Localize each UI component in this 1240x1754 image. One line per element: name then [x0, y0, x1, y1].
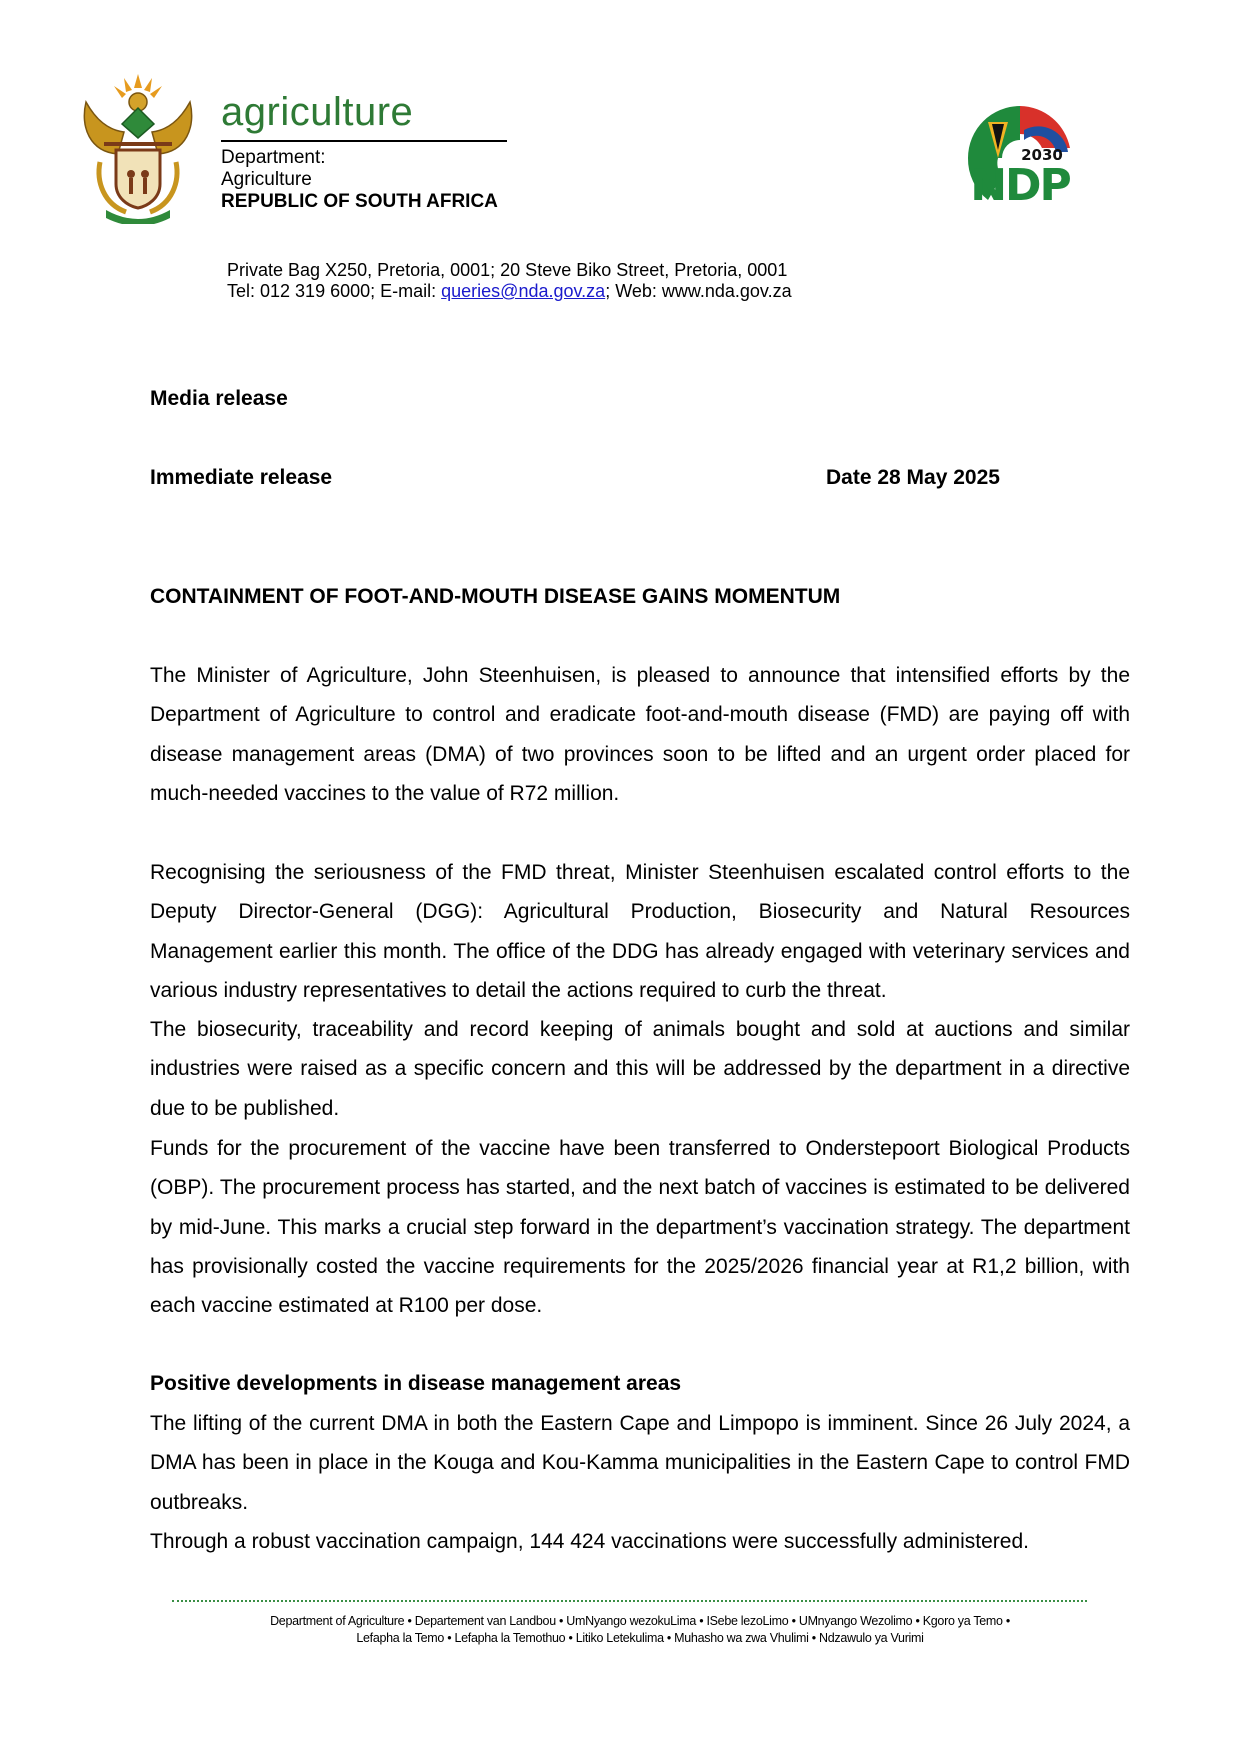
ndp-wordmark: NDP: [970, 160, 1070, 211]
body-paragraph-2: Recognising the seriousness of the FMD threat, Minister Steenhuisen escalated control efforts to the Deputy Director-General (DGG): Agricultural Production, Biosecurity and Natural Resources Management earlier this month. The office of the DDG has already engaged with veterinary services and various industry representatives to detail the actions required to curb the threat.: [150, 861, 1130, 1002]
section-subheading: Positive developments in disease management areas: [150, 1372, 682, 1395]
postal-address: Private Bag X250, Pretoria, 0001; 20 Steve Biko Street, Pretoria, 0001: [227, 260, 788, 280]
ndp-year: 2030: [1021, 146, 1063, 164]
body-paragraph-6: Through a robust vaccination campaign, 144 424 vaccinations were successfully administered.: [150, 1530, 1029, 1553]
department-label: Department:: [221, 147, 326, 168]
body-paragraph-3: The biosecurity, traceability and record keeping of animals bought and sold at auctions and similar industries were raised as a specific concern and this will be addressed by the department in a directive due to be published.: [150, 1018, 1130, 1120]
ndp-2030-logo: [958, 100, 1082, 218]
department-wordmark: agriculture: [221, 90, 414, 134]
contact-suffix: ; Web: www.nda.gov.za: [605, 281, 792, 301]
press-headline: CONTAINMENT OF FOOT-AND-MOUTH DISEASE GAINS MOMENTUM: [150, 585, 841, 608]
country-name: REPUBLIC OF SOUTH AFRICA: [221, 191, 498, 212]
footer-languages-line-1: Department of Agriculture • Departement van Landbou • UmNyango wezokuLima • ISebe lezoLimo • UMnyango Wezolimo • Kgoro ya Temo •: [270, 1614, 1010, 1628]
email-link[interactable]: queries@nda.gov.za: [441, 281, 606, 301]
body-paragraph-4: Funds for the procurement of the vaccine have been transferred to Onderstepoort Biological Products (OBP). The procurement process has started, and the next batch of vaccines is estimated to be delivered by mid-June. This marks a crucial step forward in the department’s vaccination strategy. The department has provisionally costed the vaccine requirements for the 2025/2026 financial year at R1,2 billion, with each vaccine estimated at R100 per dose.: [150, 1137, 1130, 1318]
contact-prefix: Tel: 012 319 6000; E-mail:: [227, 281, 442, 301]
contact-line: [227, 280, 792, 302]
release-date: Date 28 May 2025: [826, 466, 1000, 489]
body-paragraph-1: The Minister of Agriculture, John Steenhuisen, is pleased to announce that intensified efforts by the Department of Agriculture to control and eradicate foot-and-mouth disease (FMD) are paying off with disease management areas (DMA) of two provinces soon to be lifted and an urgent order placed for much-needed vaccines to the value of R72 million.: [150, 664, 1130, 805]
release-type: Media release: [150, 387, 288, 410]
footer-languages-line-2: Lefapha la Temo • Lefapha la Temothuo • Litiko Letekulima • Muhasho wa zwa Vhulimi • Ndzawulo ya Vurimi: [356, 1631, 924, 1645]
release-urgency: Immediate release: [150, 466, 333, 489]
body-paragraph-5: The lifting of the current DMA in both the Eastern Cape and Limpopo is imminent. Since 26 July 2024, a DMA has been in place in the Kouga and Kou-Kamma municipalities in the Eastern Cape to control FMD outbreaks.: [150, 1412, 1130, 1514]
coat-of-arms-logo: [78, 72, 198, 224]
footer-divider: [172, 1600, 1087, 1602]
wordmark-divider: [221, 140, 507, 142]
department-name: Agriculture: [221, 169, 312, 190]
